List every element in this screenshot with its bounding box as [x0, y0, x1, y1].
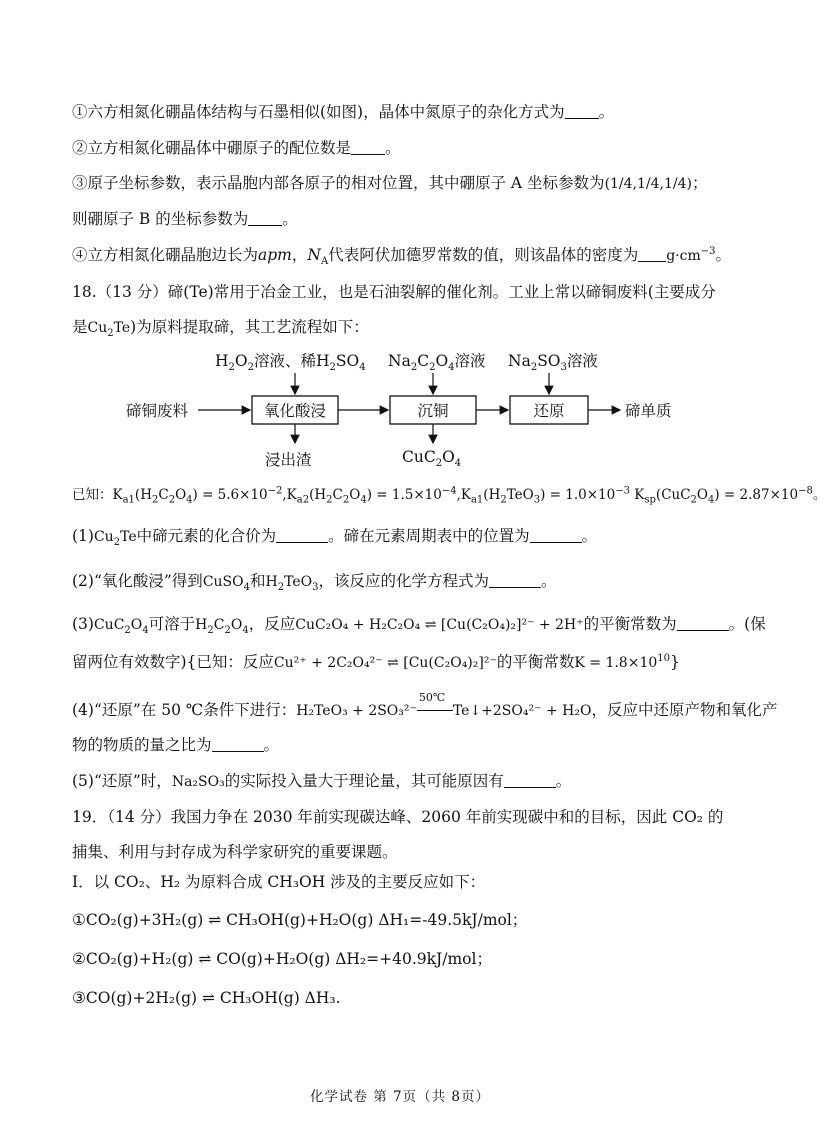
- output-product: 碲单质: [625, 402, 672, 420]
- precipitate: $CuC_2O_4$: [402, 448, 462, 470]
- step-oxidation-acid-leach: 氧化酸浸: [263, 402, 326, 420]
- q17-part3-b: 则硼原子 B 的坐标参数为 。: [72, 210, 298, 228]
- answer-blank[interactable]: [565, 102, 599, 119]
- answer-blank[interactable]: [677, 614, 729, 631]
- q18-sub5: (5)“还原”时，Na₂SO₃的实际投入量大于理论量，其可能原因有 。: [72, 772, 572, 790]
- q19-heading: 19．（14 分）我国力争在 2030 年前实现碳达峰、2060 年前实现碳中和的目标，因此 CO₂ 的: [72, 808, 724, 826]
- q18-heading-2: 是$Cu_2Te$)为原料提取碲，其工艺流程如下：: [72, 318, 369, 340]
- reagent-1: $H_2O_2$溶液、稀$H_2SO_4$: [215, 352, 366, 374]
- q18-sub2: (2)“氧化酸浸”得到CuSO$_4$和$H_2TeO_3$，该反应的化学方程式为 。: [72, 572, 557, 594]
- step-copper-precipitation: 沉铜: [417, 402, 449, 420]
- process-flowchart: [120, 345, 680, 475]
- answer-blank[interactable]: [638, 245, 666, 262]
- q18-sub3: $(3)CuC_2O_4$可溶于$H_2C_2O_4$，反应CuC₂O₄ + H₂C₂O₄ ⇌ [Cu(C₂O₄)₂]²⁻ + 2H⁺的平衡常数为 。(保: [72, 615, 766, 637]
- q17-part3: ③原子坐标参数，表示晶胞内部各原子的相对位置，其中硼原子 A 坐标参数为(1/4,1/4,1/4)；: [72, 174, 708, 192]
- answer-blank[interactable]: [489, 571, 541, 588]
- leach-residue: 浸出渣: [265, 451, 312, 469]
- answer-blank[interactable]: [351, 138, 385, 155]
- answer-blank[interactable]: [212, 735, 264, 752]
- answer-blank[interactable]: [530, 526, 582, 543]
- reaction-condition-arrow: 50℃: [417, 699, 453, 721]
- page-footer: 化学试卷 第 7页（共 8页）: [309, 1089, 491, 1105]
- answer-blank[interactable]: [248, 209, 282, 226]
- q17-part1: ①六方相氮化硼晶体结构与石墨相似(如图)，晶体中氮原子的杂化方式为 。: [72, 103, 615, 121]
- q19-part1-intro: I．以 CO₂、H₂ 为原料合成 CH₃OH 涉及的主要反应如下：: [72, 873, 486, 891]
- q18-known-constants: 已知：$K_{a1}(H_2C_2O_4) = 5.6\times 10^{-2},K_{a2}(H_2C_2O_4) = 1.5\times 10^{-4},K_{a1}(H_2TeO_3) = 1.0\times 10^{-3}$ $K_{sp}(CuC_2O_4) = 2.87\times 10^{-8}$。: [72, 485, 826, 506]
- q19-reaction-1: ①CO₂(g)+3H₂(g) ⇌ CH₃OH(g)+H₂O(g) ΔH₁=-49.5kJ/mol；: [72, 911, 528, 929]
- q19-reaction-2: ②CO₂(g)+H₂(g) ⇌ CO(g)+H₂O(g) ΔH₂=+40.9kJ/mol；: [72, 950, 492, 968]
- q18-sub4: (4)“还原”在 50 ℃条件下进行：H₂TeO₃ + 2SO₃²⁻ 50℃ Te↓+2SO₄²⁻ + H₂O，反应中还原产物和氧化产: [72, 691, 778, 719]
- input-material: 碲铜废料: [126, 402, 189, 420]
- q17-part2: ②立方相氮化硼晶体中硼原子的配位数是 。: [72, 139, 401, 157]
- answer-blank[interactable]: [276, 526, 328, 543]
- q18-sub4-line2: 物的物质的量之比为 。: [72, 736, 280, 754]
- q17-part4: ④立方相氮化硼晶胞边长为apm，$N_A$代表阿伏加德罗常数的值，则该晶体的密度为 $g\cdot cm^{-3}$。: [72, 245, 732, 268]
- step-reduction: 还原: [533, 402, 565, 420]
- q18-heading: 18.（13 分）碲(Te)常用于冶金工业，也是石油裂解的催化剂。工业上常以碲铜废料(主要成分: [72, 283, 716, 301]
- q18-sub3-known: 留两位有效数字){已知：反应Cu²⁺ + 2C₂O₄²⁻ ⇌ [Cu(C₂O₄)₂]²⁻的平衡常数$K = 1.8\times 10^{10}$}: [72, 652, 680, 671]
- q19-reaction-3: ③CO(g)+2H₂(g) ⇌ CH₃OH(g) ΔH₃.: [72, 989, 341, 1007]
- reagent-3: $Na_2SO_3$溶液: [508, 352, 598, 374]
- q18-sub1: $(1)Cu_2Te$中碲元素的化合价为 。碲在元素周期表中的位置为 。: [72, 527, 598, 549]
- reagent-2: $Na_2C_2O_4$溶液: [388, 352, 486, 374]
- q19-heading-2: 捕集、利用与封存成为科学家研究的重要课题。: [72, 843, 398, 861]
- answer-blank[interactable]: [504, 771, 556, 788]
